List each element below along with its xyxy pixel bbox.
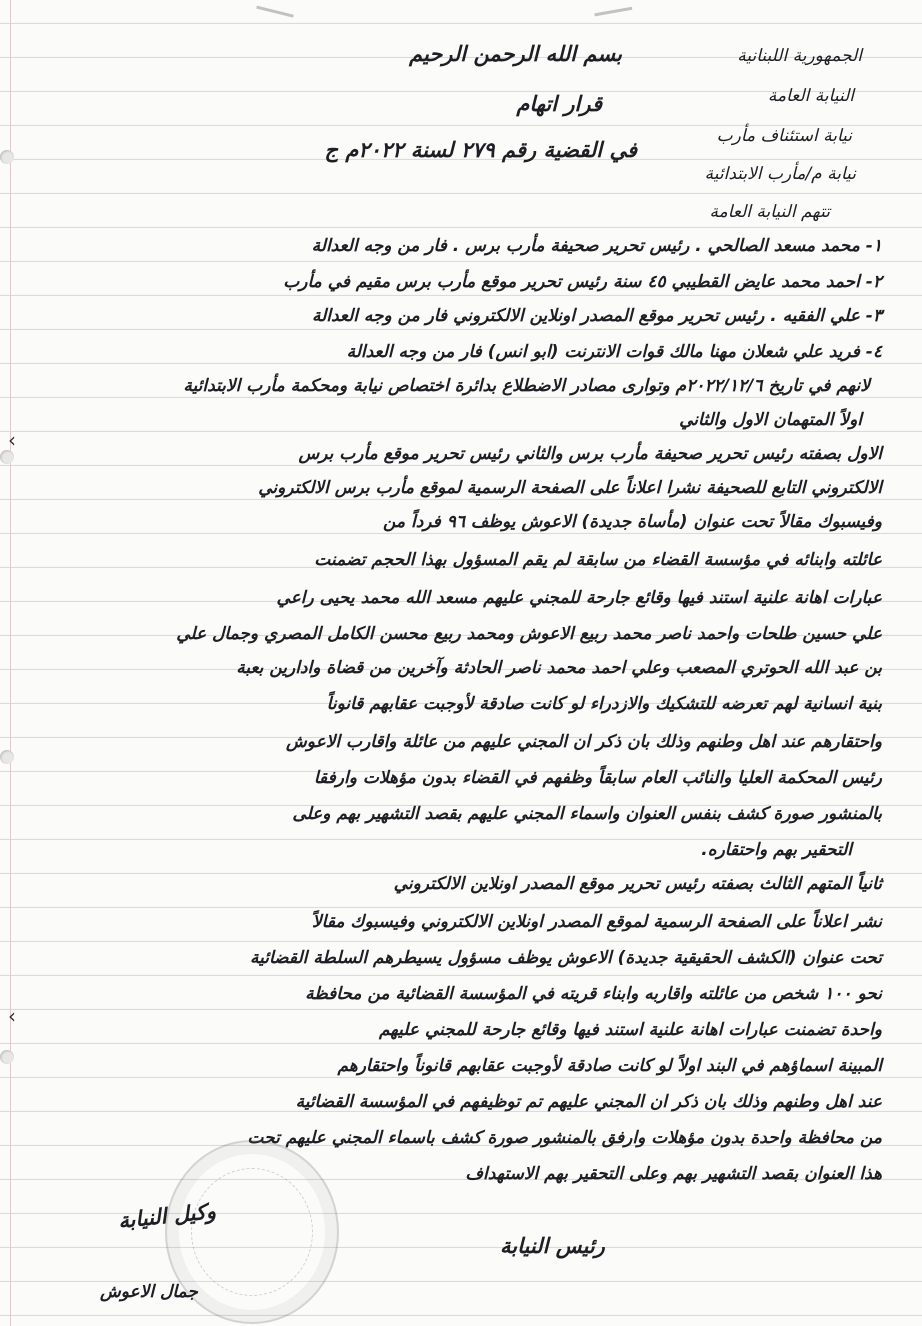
- margin-line: [10, 0, 11, 1326]
- accused-3: ٣- علي الفقيه . رئيس تحرير موقع المصدر اونلاين الالكتروني فار من وجه العدالة: [311, 306, 882, 326]
- header-accusation-intro: تتهم النيابة العامة: [709, 202, 830, 222]
- body-line: نحو ١٠٠ شخص من عائلته واقاربه وابناء قريته في المؤسسة القضائية من محافظة: [305, 984, 882, 1004]
- binder-hole: [0, 450, 14, 464]
- torn-edge-mark: [254, 6, 294, 26]
- torn-edge-mark: [594, 7, 633, 24]
- header-prosecution: النيابة العامة: [767, 86, 854, 106]
- bottom-name-signature: جمال الاعوش: [100, 1282, 198, 1302]
- case-number: في القضية رقم ٢٧٩ لسنة ٢٠٢٢م ج: [324, 138, 637, 162]
- body-line: من محافظة واحدة بدون مؤهلات وارفق بالمنشور صورة كشف باسماء المجني عليهم تحت: [247, 1128, 882, 1148]
- body-line: المبينة اسماؤهم في البند اولاً لو كانت صادقة لأوجبت عقابهم قانوناً واحتقارهم: [337, 1056, 882, 1076]
- body-line: وفيسبوك مقالاً تحت عنوان (مأساة جديدة) الاعوش يوظف ٩٦ فرداً من: [383, 512, 882, 532]
- body-line: تحت عنوان (الكشف الحقيقية جديدة) الاعوش يوظف مسؤول يسيطرهم السلطة القضائية: [249, 948, 882, 968]
- body-line: التحقير بهم واحتقاره.: [701, 840, 852, 860]
- section-heading-first: اولاً المتهمان الاول والثاني: [679, 410, 862, 430]
- body-line: لانهم في تاريخ ٢٠٢٢/١٢/٦م وتوارى مصادر الاضطلاع بدائرة اختصاص نيابة ومحكمة مأرب الابتدائية: [183, 376, 870, 396]
- body-line: بالمنشور صورة كشف بنفس العنوان واسماء المجني عليهم بقصد التشهير بهم وعلى: [292, 804, 882, 824]
- body-line: علي حسين طلحات واحمد ناصر محمد ربيع الاعوش ومحمد ربيع محسن الكامل المصري وجمال علي: [176, 624, 882, 644]
- prosecutor-signature: وكيل النيابة: [116, 1198, 218, 1234]
- body-line: رئيس المحكمة العليا والنائب العام سابقاً وظفهم في القضاء بدون مؤهلات وارفقا: [313, 768, 882, 788]
- section-heading-second: ثانياً المتهم الثالث بصفته رئيس تحرير موقع المصدر اونلاين الالكتروني: [393, 874, 882, 894]
- margin-bracket-mark: ‹: [8, 428, 16, 452]
- margin-bracket-mark: ‹: [8, 1004, 16, 1028]
- stamp-inner-ring: [191, 1168, 313, 1296]
- body-line: الاول بصفته رئيس تحرير صحيفة مأرب برس والثاني رئيس تحرير موقع مأرب برس: [298, 444, 882, 464]
- binder-hole: [0, 150, 14, 164]
- head-signature: رئيس النيابة: [500, 1234, 605, 1258]
- body-line: واحدة تضمنت عبارات اهانة علنية استند فيها وقائع جارحة للمجني عليهم: [378, 1020, 882, 1040]
- basmala: بسم الله الرحمن الرحيم: [409, 42, 622, 66]
- header-republic: الجمهورية اللبنانية: [737, 46, 862, 66]
- header-appeal-office: نيابة استئناف مأرب: [716, 126, 852, 146]
- body-line: هذا العنوان بقصد التشهير بهم وعلى التحقير بهم الاستهداف: [465, 1164, 882, 1184]
- body-line: عائلته وابنائه في مؤسسة القضاء من سابقة لم يقم المسؤول بهذا الحجم تضمنت: [314, 550, 882, 570]
- accused-2: ٢- احمد محمد عايض القطيبي ٤٥ سنة رئيس تحرير موقع مأرب برس مقيم في مأرب: [283, 272, 882, 292]
- body-line: عبارات اهانة علنية استند فيها وقائع جارحة للمجني عليهم مسعد الله محمد يحيى راعي: [276, 588, 882, 608]
- body-line: واحتقارهم عند اهل وطنهم وذلك بان ذكر ان المجني عليهم من عائلة واقارب الاعوش: [286, 732, 882, 752]
- header-primary-office: نيابة م/مأرب الابتدائية: [704, 164, 856, 184]
- body-line: عند اهل وطنهم وذلك بان ذكر ان المجني عليهم تم توظيفهم في المؤسسة القضائية: [295, 1092, 882, 1112]
- body-line: الالكتروني التابع للصحيفة نشرا اعلاناً على الصفحة الرسمية لموقع مأرب برس الالكتروني: [258, 478, 882, 498]
- accused-1: ١- محمد مسعد الصالحي . رئيس تحرير صحيفة مأرب برس . فار من وجه العدالة: [311, 236, 882, 256]
- binder-hole: [0, 750, 14, 764]
- binder-hole: [0, 1050, 14, 1064]
- body-line: بنية انسانية لهم تعرضه للتشكيك والازدراء لو كانت صادقة لأوجبت عقابهم قانوناً: [326, 694, 882, 714]
- body-line: بن عبد الله الحوتري المصعب وعلي احمد محمد ناصر الحادثة وآخرين من قضاة وادارين بعبة: [236, 658, 882, 678]
- body-line: نشر اعلاناً على الصفحة الرسمية لموقع المصدر اونلاين الالكتروني وفيسبوك مقالاً: [311, 912, 882, 932]
- decision-title: قرار اتهام: [516, 92, 602, 116]
- accused-4: ٤- فريد علي شعلان مهنا مالك قوات الانترنت (ابو انس) فار من وجه العدالة: [346, 342, 882, 362]
